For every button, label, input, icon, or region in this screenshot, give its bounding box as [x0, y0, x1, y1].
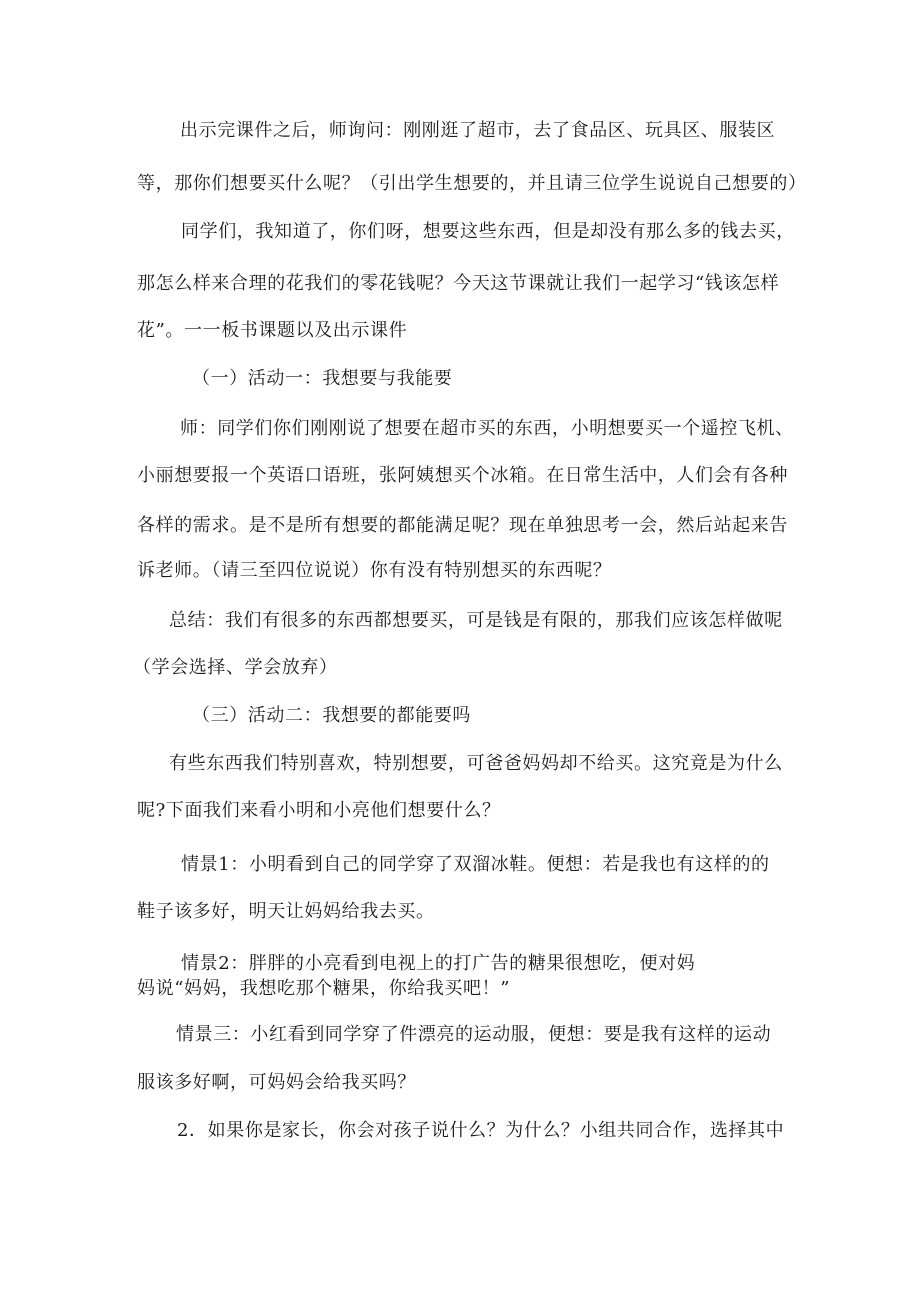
section-heading: （一）活动一：我想要与我能要	[192, 368, 453, 389]
paragraph-line: 服该多好啊，可妈妈会给我买吗？	[137, 1072, 416, 1093]
paragraph-line: 同学们，我知道了，你们呀，想要这些东西，但是却没有那么多的钱去买，	[181, 221, 795, 242]
paragraph-line: 情景1：小明看到自己的同学穿了双溜冰鞋。便想：若是我也有这样的的	[181, 854, 770, 875]
paragraph-line: 情景2：胖胖的小亮看到电视上的打广告的糖果很想吃，便对妈	[181, 953, 696, 974]
paragraph-line: 等，那你们想要买什么呢？（引出学生想要的，并且请三位学生说说自己想要的）	[137, 173, 807, 194]
section-heading: （三）活动二：我想要的都能要吗	[192, 705, 471, 726]
paragraph-line: 情景三：小红看到同学穿了件漂亮的运动服，便想：要是我有这样的运动	[176, 1024, 772, 1045]
paragraph-line: 呢?下面我们来看小明和小亮他们想要什么？	[137, 800, 501, 821]
paragraph-line: 各样的需求。是不是所有想要的都能满足呢？现在单独思考一会，然后站起来告	[137, 515, 788, 536]
paragraph-line: 有些东西我们特别喜欢，特别想要，可爸爸妈妈却不给买。这究竟是为什么	[169, 753, 783, 774]
paragraph-line: 2．如果你是家长，你会对孩子说什么？为什么？小组共同合作，选择其中	[177, 1120, 785, 1141]
paragraph-line: 妈说“妈妈，我想吃那个糖果，你给我买吧！”	[137, 978, 511, 999]
paragraph-line: 花”。一一板书课题以及出示课件	[137, 320, 408, 341]
paragraph-line: 诉老师。（请三至四位说说）你有没有特别想买的东西呢？	[137, 560, 612, 581]
paragraph-line: （学会选择、学会放弃）	[133, 657, 338, 678]
paragraph-line: 鞋子该多好，明天让妈妈给我去买。	[137, 901, 435, 922]
paragraph-line: 那怎么样来合理的花我们的零花钱呢？今天这节课就让我们一起学习“钱该怎样	[137, 273, 780, 294]
paragraph-line: 出示完课件之后，师询问：刚刚逛了超市，去了食品区、玩具区、服装区	[180, 120, 776, 141]
paragraph-line: 师：同学们你们刚刚说了想要在超市买的东西，小明想要买一个遥控飞机、	[180, 418, 794, 439]
paragraph-line: 总结：我们有很多的东西都想要买，可是钱是有限的，那我们应该怎样做呢	[169, 610, 783, 631]
paragraph-line: 小丽想要报一个英语口语班，张阿姨想买个冰箱。在日常生活中，人们会有各种	[137, 465, 788, 486]
